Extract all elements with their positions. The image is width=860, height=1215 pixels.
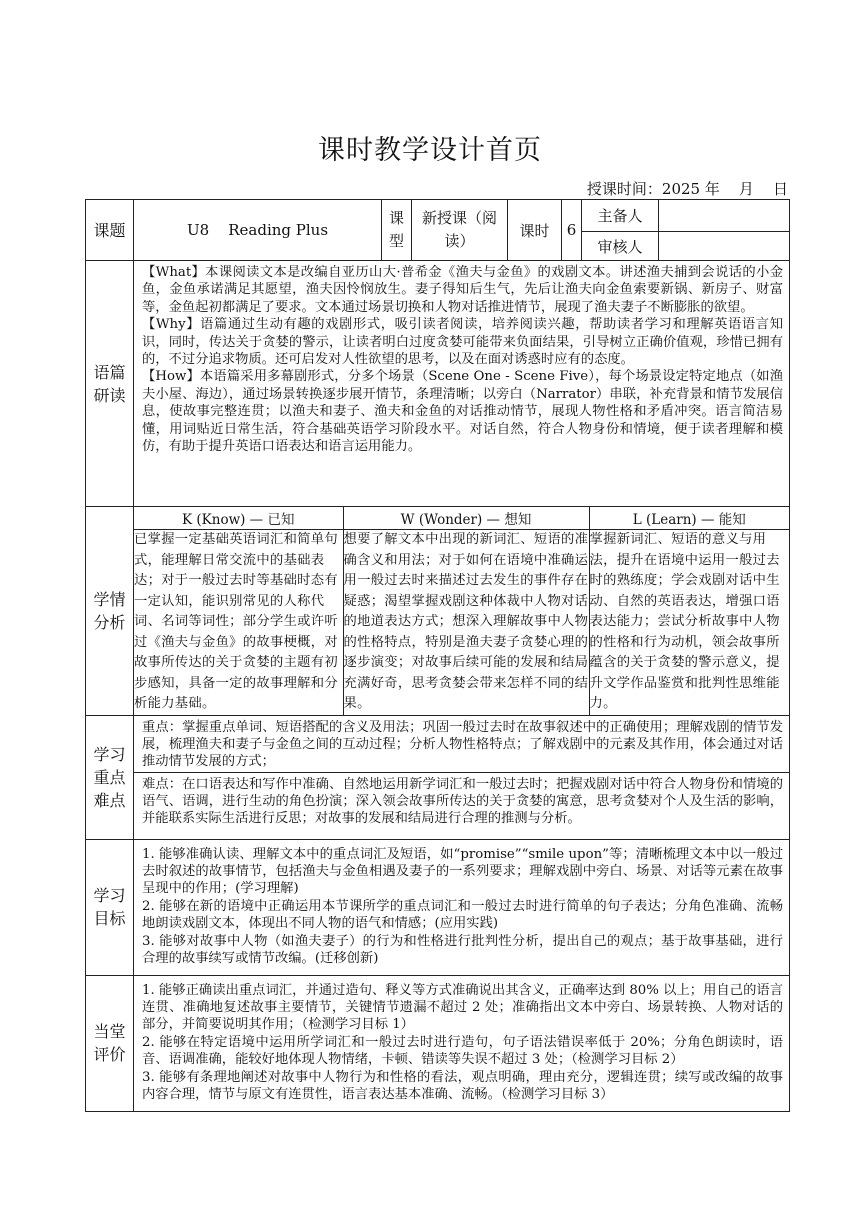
learner-label: 学情分析: [86, 507, 134, 716]
objective-item-2: 2. 能够在新的语境中正确运用本节课所学的重点词汇和一般过去时进行简单的句子表达；分角色准确、流畅地朗读戏剧文本，体现出不同人物的语气和情感；(应用实践): [142, 898, 783, 932]
wonder-body: 想要了解文本中出现的新词汇、短语的准确含义和用法；对于如何在语境中准确运用一般过去时来描述过去发生的事件存在疑惑；渴望掌握戏剧这种体裁中人物对话的地道表达方式；想深入理解故事中人物的性格特点，特别是渔夫妻子贪婪心理的逐步演变；对故事后续可能的发展和结局充满好奇，思考贪婪会带来怎样不同的结果。: [343, 530, 589, 715]
objective-item-3: 3. 能够对故事中人物（如渔夫妻子）的行为和性格进行批判性分析，提出自己的观点；基于故事基础，进行合理的故事续写或情节改编。(迁移创新): [142, 933, 783, 966]
type-value: 新授课（阅读）: [412, 200, 508, 261]
text-study-content: [134, 261, 790, 507]
reviewer-label: 审核人: [582, 232, 659, 261]
assessment-label: 当堂评价: [86, 975, 134, 1111]
objectives-content: [134, 839, 790, 975]
assessment-item-3: 3. 能够有条理地阐述对故事中人物行为和性格的看法，观点明确，理由充分，逻辑连贯；续写或改编的故事内容合理，情节与原文有连贯性，语言表达基本准确、流畅。（检测学习目标 3）: [142, 1069, 783, 1102]
preparer-value: [659, 200, 790, 232]
learn-heading: L (Learn) — 能知: [589, 507, 789, 530]
difficulty-text: 难点：在口语表达和写作中准确、自然地运用新学词汇和一般过去时；把握戏剧对话中符合人物身份和情境的语气、语调，进行生动的角色扮演；深入领会故事所传达的关于贪婪的寓意，思考贪婪对个人及生活的影响，并能联系实际生活进行反思；对故事的发展和结局进行合理的推测与分析。: [134, 772, 789, 831]
period-value: 6: [562, 200, 582, 261]
type-label: 课型: [382, 200, 412, 261]
topic-label: 课题: [86, 200, 134, 261]
preparer-label: 主备人: [582, 200, 659, 232]
how-paragraph: 【How】本语篇采用多幕剧形式，分多个场景（Scene One - Scene Five），每个场景设定特定地点（如渔夫小屋、海边），通过场景转换逐步展开情节，条理清晰；以旁白（Narrator）串联，补充背景和情节发展信息，使故事完整连贯；以渔夫和妻子、渔夫和金鱼的对话推动情节，展现人物性格和矛盾冲突。语言简洁易懂，用词贴近日常生活，符合基础英语学习阶段水平。对话自然，符合人物身份和情境，便于读者理解和模仿，有助于提升英语口语表达和语言运用能力。: [142, 369, 783, 455]
reviewer-value: [659, 232, 790, 261]
learner-kwl: [134, 507, 790, 716]
know-heading: K (Know) — 已知: [134, 507, 343, 530]
objective-item-1: 1. 能够准确认读、理解文本中的重点词汇及短语，如“promise”“smile upon”等；清晰梳理文本中以一般过去时叙述的故事情节，包括渔夫与金鱼相遇及妻子的一系列要求；理解戏剧中旁白、场景、对话等元素在故事呈现中的作用；(学习理解): [142, 846, 783, 897]
assessment-content: [134, 975, 790, 1111]
text-study-label: 语篇研读: [86, 261, 134, 507]
objectives-label: 学习目标: [86, 839, 134, 975]
page-title: 课时教学设计首页: [318, 135, 542, 166]
know-body: 已掌握一定基础英语词汇和简单句式，能理解日常交流中的基础表达；对于一般过去时等基础时态有一定认知，能识别常见的人称代词、名词等词性；部分学生或许听过《渔夫与金鱼》的故事梗概，对故事所传达的关于贪婪的主题有初步感知，具备一定的故事理解和分析能力基础。: [134, 530, 343, 715]
assessment-item-1: 1. 能够正确读出重点词汇，并通过造句、释义等方式准确说出其含义，正确率达到 80% 以上；用自己的语言连贯、准确地复述故事主要情节，关键情节遗漏不超过 2 处；准确指出文本中旁白、场景转换、人物对话的部分，并简要说明其作用；（检测学习目标 1）: [142, 982, 783, 1033]
what-paragraph: 【What】本课阅读文本是改编自亚历山大·普希金《渔夫与金鱼》的戏剧文本。讲述渔夫捕到会说话的小金鱼，金鱼承诺满足其愿望，渔夫因怜悯放生。妻子得知后生气，先后让渔夫向金鱼索要新锅、新房子、财富等，金鱼起初都满足了要求。文本通过场景切换和人物对话推进情节，展现了渔夫妻子不断膨胀的欲望。: [142, 265, 783, 315]
assessment-item-2: 2. 能够在特定语境中运用所学词汇和一般过去时进行造句，句子语法错误率低于 20%；分角色朗读时，语音、语调准确，能较好地体现人物情绪，卡顿、错读等失误不超过 3 处；（检测学习目标 2）: [142, 1034, 783, 1068]
wonder-heading: W (Wonder) — 想知: [343, 507, 589, 530]
focus-text: 重点：掌握重点单词、短语搭配的含义及用法；巩固一般过去时在故事叙述中的正确使用；理解戏剧的情节发展，梳理渔夫和妻子与金鱼之间的互动过程；分析人物性格特点；了解戏剧中的元素及其作用，体会通过对话推动情节发展的方式；: [142, 719, 783, 770]
period-label: 课时: [508, 200, 562, 261]
learn-body: 掌握新词汇、短语的意义与用法，提升在语境中运用一般过去时的熟练度；学会戏剧对话中生动、自然的英语表达，增强口语表达能力；尝试分析故事中人物的性格和行为动机，领会故事所蕴含的关于贪婪的警示意义，提升文学作品鉴赏和批判性思维能力。: [589, 532, 780, 711]
topic-value: U8 Reading Plus: [134, 200, 382, 261]
kwl-table: [134, 507, 789, 715]
lesson-date: 授课时间：2025 年 月 日: [586, 180, 788, 198]
key-points-label: 学习重点难点: [86, 715, 134, 839]
key-points-content: [134, 715, 790, 839]
why-paragraph: 【Why】语篇通过生动有趣的戏剧形式，吸引读者阅读，培养阅读兴趣，帮助读者学习和理解英语语言知识，同时，传达关于贪婪的警示，让读者明白过度贪婪可能带来负面结果，引导树立正确价值观，珍惜已拥有的，不过分追求物质。还可启发对人性欲望的思考，以及在面对诱惑时应有的态度。: [142, 317, 783, 368]
lesson-plan-table: [85, 199, 790, 1112]
